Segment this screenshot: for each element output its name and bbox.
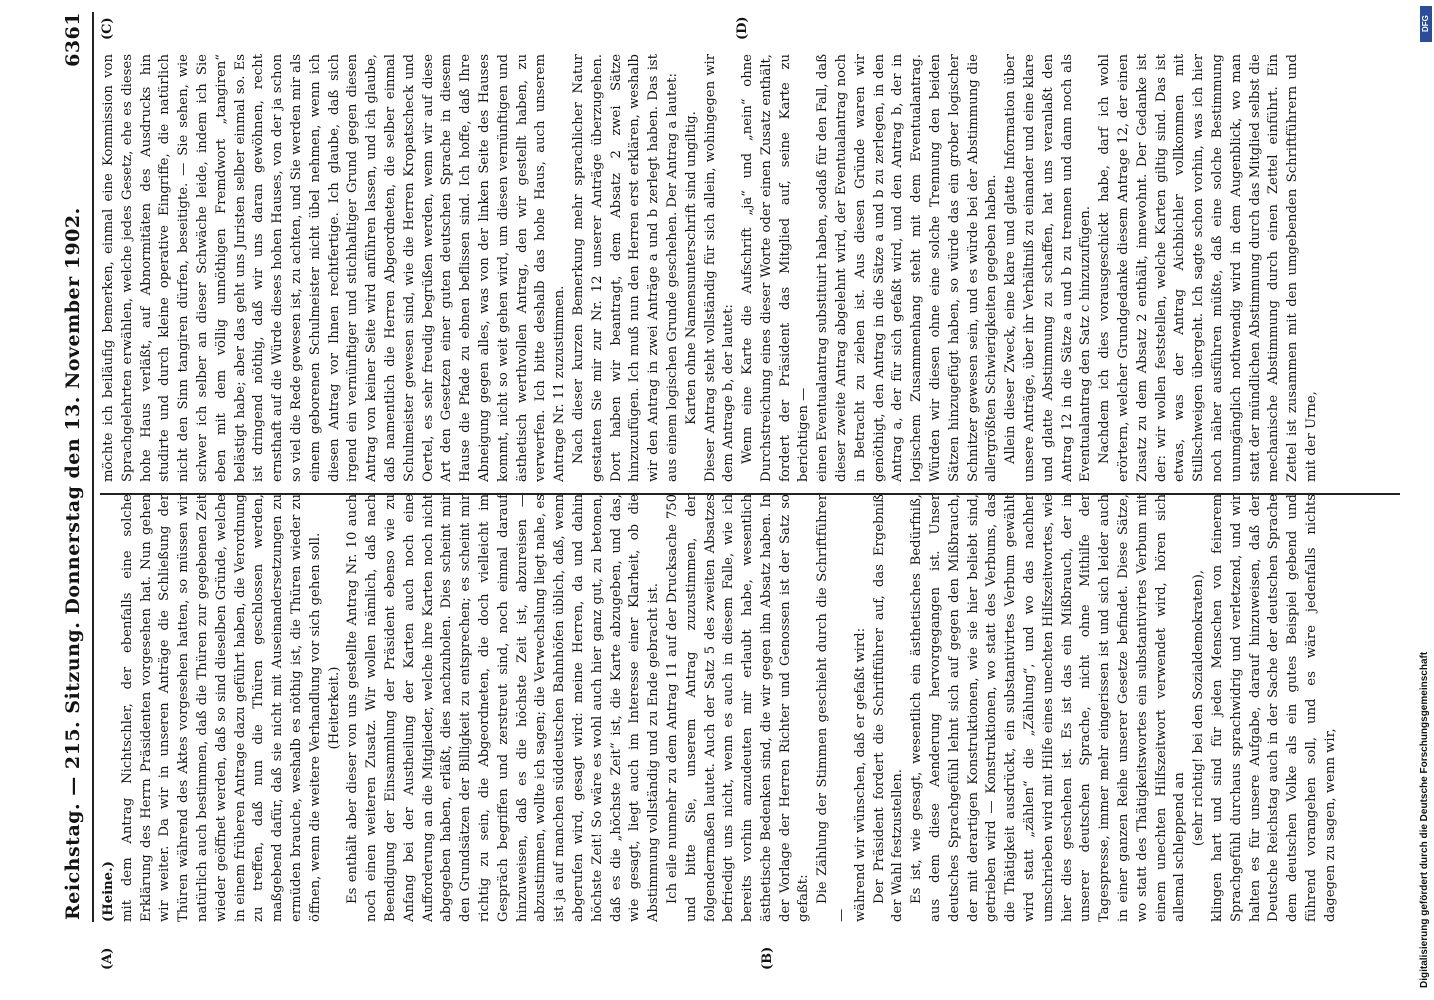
paragraph: klingen hart und sind für jeden Menschen von feinerem Sprachgefühl durchaus sprachwidrig und verletzend, und wir halten es für unsere Aufgabe, darauf hinzuweisen, daß der Deutsche Reichstag auch in der Sache der deutschen Sprache dem deutschen Volke als ein gutes Beispiel gebend und führend vorangehen soll, und es wäre jedenfalls nichts dagegen zu sagen, wenn wir, xyxy=(1210,494,1338,922)
paragraph: Nachdem ich dies vorausgeschickt habe, darf ich wohl erörtern, welcher Grundgedanke diesem Antrage 12, der einen Zusatz zu dem Absatz 2 enthält, innewohnt. Der Gedanke ist der: wir wollen feststellen, welche Karten giltig sind. Das ist etwas, was der Antrag Aichbichler vollkommen mit Stillschweigen übergeht. Ich sagte schon vorhin, was ich hier noch näher ausführen müßte, daß eine solche Bestimmung unumgänglich nothwendig wird in dem Augenblick, wo man statt der mündlichen Abstimmung durch das Mitglied selbst die mechanische Abstimmung durch einen Zettel einführt. Ein Zettel ist zusammen mit den umgebenden Schriftführern und mit der Urne, xyxy=(1097,54,1319,482)
digitization-credit: Digitalisierung gefördert durch die Deutsche Forschungsgemeinschaft xyxy=(1419,651,1430,988)
margin-marker-d: (D) xyxy=(735,16,750,40)
paragraph: Es ist, wie gesagt, wesentlich ein ästhetisches Bedürfniß, aus dem diese Aenderung hervorgegangen ist. Unser deutsches Sprachgefühl lehnt sich auf gegen den Mißbrauch, der mit derartigen Konstruktionen, wie sie hier beliebt sind, getrieben wird — Konstruktionen, wo statt des Verbums, das die Thätigkeit ausdrückt, ein substantivirtes Verbum gewählt wird statt „zählen“ die „Zählung“, und wo das nachher umschrieben wird mit Hilfe eines unechten Hilfszeitwortes, wie hier dies geschehen ist. Es ist das ein Mißbrauch, der in unserer deutschen Sprache, nicht ohne Mithilfe der Tagespresse, immer mehr eingerissen ist und sich leider auch in einer ganzen Reihe unserer Gesetze befindet. Diese Sätze, wo statt des Thätigkeitswortes ein substantivirtes Verbum mit einem unechten Hilfszeitwort verwendet wird, hören sich allemal schleppend an xyxy=(909,494,1188,922)
paragraph: Es enthält aber dieser von uns gestellte Antrag Nr. 10 auch noch einen weiteren Zusatz. Wir wollen nämlich, daß nach Beendigung der Einsammlung der Präsident ebenso wie zu Anfang bei der Austheilung der Karten auch noch eine Aufforderung an die Mitglieder, welche ihre Karten noch nicht abgegeben haben, erläßt, dies nachzuholen. Dies scheint mir den Grundsätzen der Billigkeit zu entsprechen; es scheint mir richtig zu sein, die Abgeordneten, die doch vielleicht im Gespräch begriffen und zerstreut sind, noch einmal darauf hinzuweisen, daß es die höchste Zeit ist, abzureisen — abzustimmen, wollte ich sagen; die Verwechslung liegt nahe, es ist ja auf manchen süddeutschen Bahnhöfen üblich, daß, wenn abgerufen wird, gesagt wird: meine Herren, da und dahin höchste Zeit! So wäre es wohl auch hier ganz gut, zu betonen, daß es die „höchste Zeit“ ist, die Karte abzugeben, und das, wie gesagt, liegt auch im Interesse einer Klarheit, ob die Abstimmung vollständig und zu Ende gebracht ist. xyxy=(345,494,662,922)
quotation: Wenn eine Karte die Aufschrift „ja“ und „nein“ ohne Durchstreichung eines dieser Worte oder einen Zusatz enthält, fordert der Präsident das Mitglied auf, seine Karte zu berichtigen — xyxy=(740,54,812,482)
paragraph: möchte ich beiläufig bemerken, einmal eine Kommission von Sprachgelehrten erwählen, welche jedes Gesetz, ehe es dieses hohe Haus verläßt, auf Abnormitäten des Ausdrucks hin studirte und durch kleine operative Eingriffe, die natürlich nicht den Sinn tangiren dürfen, beseitigte. — Sie sehen, wie schwer ich selber an dieser Schwäche leide, indem ich Sie eben mit dem völlig unnöthigen Fremdwort „tangiren“ belästigt habe; aber das geht uns Juristen selber einmal so. Es ist dringend nöthig, daß wir uns daran gewöhnen, recht ernsthaft auf die Würde dieses hohen Hauses, von der ja schon so viel die Rede gewesen ist, zu achten, und Sie werden mir als einem geborenen Schulmeister nicht übel nehmen, wenn ich diesen Antrag vor Ihnen rechtfertige. Ich glaube, daß sich irgend ein vernünftiger und stichhaltiger Grund gegen diesen Antrag von keiner Seite wird anführen lassen, und ich glaube, daß namentlich die Herren Abgeordneten, die selber einmal Schulmeister gewesen sind, wie die Herren Kropatscheck und Oertel, es sehr freudig begrüßen werden, wenn wir auf diese Art den Gesetzen einer guten deutschen Sprache in diesem Hause die Pfade zu ebnen beflissen sind. Ich hoffe, daß Ihre Abneigung gegen alles, was von der linken Seite des Hauses kommt, nicht so weit gehen wird, um diesen vernünftigen und ästhetisch werthvollen Antrag, den wir gestellt haben, zu verwerfen. Ich bitte deshalb das hohe Haus, auch unserem Antrage Nr. 11 zuzustimmen. xyxy=(101,54,568,482)
interjection: (Heiterkeit.) xyxy=(326,666,342,750)
margin-marker-a: (A) xyxy=(100,947,115,970)
paragraph: mit dem Antrag Nichtschler, der ebenfalls eine solche Erklärung des Herrn Präsidenten vorgesehen hat. Nun gehen wir weiter. Da wir in unseren Anträge die Schließung der Thüren während des Aktes vorgesehen hatten, so müssen wir natürlich auch bestimmen, daß die Thüren zur gegebenen Zeit wieder geöffnet werden, daß so sind dieselben Gründe, welche in einem früheren Antrage dazu geführt haben, die Verordnung zu treffen, daß nun die Thüren geschlossen werden, maßgebend dafür, daß sie nicht mit Auseinandersetzungen zu ermüden brauche, weshalb es nöthig ist, die Thüren wieder zu öffnen, wenn die weitere Verhandlung vor sich gehen soll. xyxy=(119,494,323,922)
quotation: Der Präsident fordert die Schriftführer auf, das Ergebniß der Wahl festzustellen. xyxy=(871,494,906,922)
margin-marker-c: (C) xyxy=(100,17,115,40)
margin-marker-b: (B) xyxy=(760,946,775,970)
paragraph: Ich eile nunmehr zu dem Antrag 11 auf der Drucksache 750 und bitte Sie, unserem Antrag zuzustimmen, der folgendermaßen lautet. Auch der Satz 5 des zweiten Absatzes befriedigt uns nicht, wenn es auch in diesem Falle, wie ich bereits vorhin anzudeuten mir erlaubt habe, wesentlich ästhetische Bedenken sind, die wir gegen ihn Absatz haben. In der Vorlage der Herren Richter und Genossen ist der Satz so gefaßt: xyxy=(664,494,812,922)
column-divider xyxy=(100,493,1400,495)
paragraph: während wir wünschen, daß er gefaßt wird: xyxy=(852,627,868,922)
speaker-label: (Heine.) xyxy=(101,861,116,922)
paragraph: einen Eventualantrag substituirt haben, sodaß für den Fall, daß dieser zweite Antrag abgelehnt wird, der Eventualantrag noch in Betracht zu ziehen ist. Aus diesen Gründe waren wir genöthigt, den Antrag in die Sätze a und b zu zerlegen, in den Antrag a, der für sich gefaßt wird, und den Antrag b, der in logischem Zusammenhang steht mit dem Eventualantrag. Würden wir diesen ohne eine solche Trennung den beiden Sätzen hinzugefügt haben, so würde das ein grober logischer Schnitzer gewesen sein, und es würde bei der Abstimmung die allergrößten Schwierigkeiten gegeben haben. xyxy=(815,54,1000,482)
quotation: Die Zählung der Stimmen geschieht durch die Schriftführer — xyxy=(815,494,850,922)
interjection: (sehr richtig! bei den Sozialdemokraten), xyxy=(1191,569,1207,847)
header-rule xyxy=(92,12,94,922)
paragraph: Nach dieser kurzen Bemerkung mehr sprachlicher Natur gestatten Sie mir zur Nr. 12 unserer Anträge überzugehen. Dort haben wir beantragt, dem Absatz 2 zwei Sätze hinzuzufügen. Ich muß nun den Herren erst erklären, weshalb wir den Antrag in zwei Anträge a und b zerlegt haben. Das ist aus einem logischen Grunde geschehen. Der Antrag a lautet: xyxy=(570,54,680,482)
page-number: 6361 xyxy=(62,12,84,67)
quotation: Karten ohne Namensunterschrift sind ungiltig. xyxy=(683,111,699,425)
text-column-right xyxy=(100,54,1400,482)
page-header xyxy=(62,12,92,982)
paragraph: Dieser Antrag steht vollständig für sich allein, wohingegen wir dem Antrage b, der lautet: xyxy=(702,54,737,482)
text-column-left xyxy=(100,494,1400,922)
paragraph: Allein dieser Zweck, eine klare und glatte Information über unsere Anträge, über ihr Verhältniß zu einander und eine klare und glatte Abstimmung zu schaffen, hat uns veranlaßt den Antrag 12 in die Sätze a und b zu trennen und dann noch als Eventualantrag den Satz c hinzuzufügen. xyxy=(1003,54,1094,482)
header-title: Reichstag. — 215. Sitzung. Donnerstag den 13. November 1902. xyxy=(62,207,84,920)
dfg-logo: DFG xyxy=(1420,6,1432,42)
